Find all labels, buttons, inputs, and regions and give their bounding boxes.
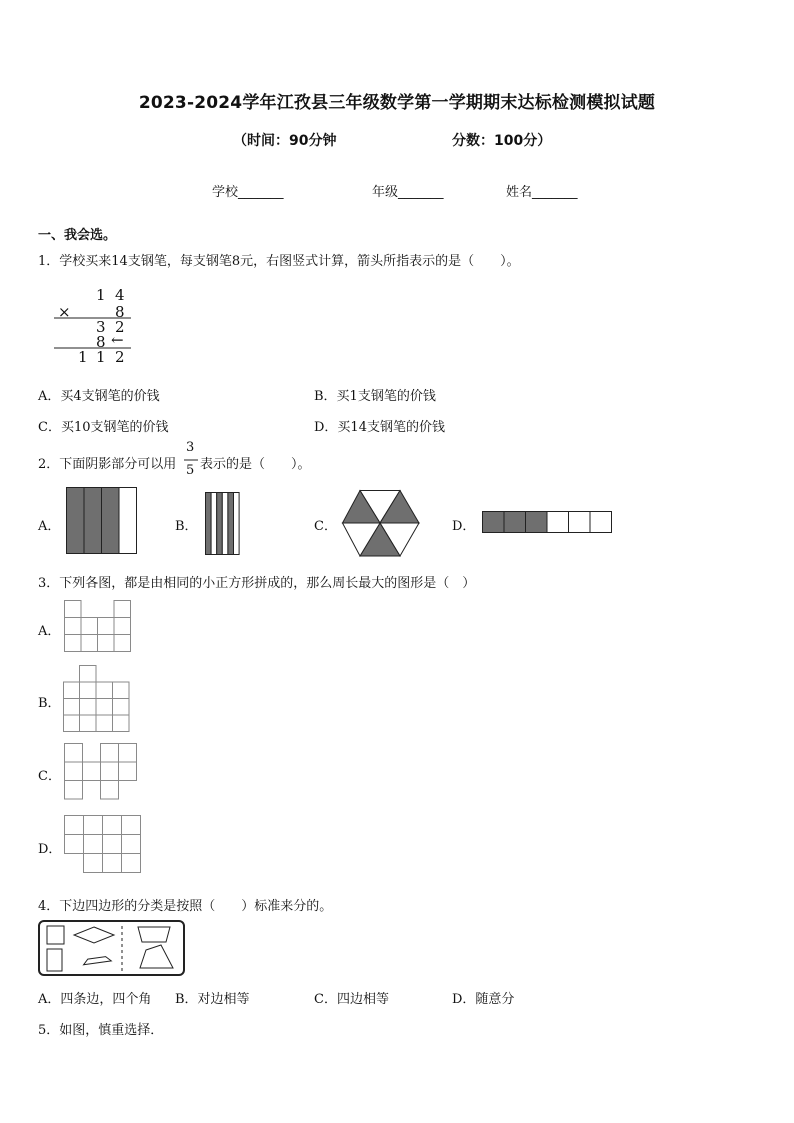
fraction-numerator: 3 [186,440,195,455]
q2-figure-c-hexagon[interactable] [342,490,420,558]
q4-option-b[interactable]: B．对边相等 [175,992,250,1007]
fraction-bar [0,0,200,470]
q3-label-c[interactable]: C． [38,769,61,784]
exam-title: 2023-2024学年江孜县三年级数学第一学期期末达标检测模拟试题 [138,93,656,113]
calc-digit: 1 [96,348,106,366]
q2-text-before: 2．下面阴影部分可以用 [38,457,177,472]
q3-figure-c[interactable] [64,743,140,803]
calc-digit: 4 [115,286,125,304]
exam-time: （时间：90分钟 [233,133,337,149]
exam-score: 分数：100分） [452,133,552,149]
q1-option-c[interactable]: C．买10支钢笔的价钱 [38,420,169,435]
q2-figure-a[interactable] [66,487,138,555]
times-sign: × [58,303,71,321]
q4-option-c[interactable]: C．四边相等 [314,992,389,1007]
q3-figure-d[interactable] [64,815,144,875]
q1-option-d[interactable]: D．买14支钢笔的价钱 [314,420,445,435]
q2-label-d[interactable]: D． [452,519,476,534]
q1-option-a[interactable]: A．买4支钢笔的价钱 [38,389,160,404]
calc-digit: 8 [96,333,106,351]
arrow-icon: ← [111,331,124,349]
q2-label-c[interactable]: C． [314,519,337,534]
q3-label-b[interactable]: B． [38,696,61,711]
fraction-denominator: 5 [186,463,195,478]
question-4-text: 4．下边四边形的分类是按照（ ）标准来分的。 [38,899,333,914]
q4-option-a[interactable]: A．四条边，四个角 [38,992,152,1007]
school-field: 学校_______ [212,185,284,200]
q4-quadrilateral-figure [38,920,188,978]
q3-label-d[interactable]: D． [38,842,62,857]
q2-label-a[interactable]: A． [38,519,61,534]
q4-option-d[interactable]: D．随意分 [452,992,515,1007]
calc-digit: 8 [115,303,125,321]
name-field: 姓名_______ [506,185,578,200]
question-1-text: 1．学校买来14支钢笔，每支钢笔8元，右图竖式计算，箭头所指表示的是（ ）。 [38,254,520,269]
question-5-text: 5．如图，慎重选择． [38,1023,164,1038]
calc-digit: 2 [115,348,125,366]
q3-label-a[interactable]: A． [38,624,61,639]
section-heading: 一、我会选。 [38,228,117,243]
q2-figure-b[interactable] [205,492,243,556]
calc-digit: 1 [78,348,88,366]
calc-digit: 2 [115,318,125,336]
calc-digit: 1 [96,286,106,304]
q2-label-b[interactable]: B． [175,519,198,534]
q3-figure-a[interactable] [64,600,134,654]
grade-field: 年级_______ [372,185,444,200]
calc-digit: 3 [96,318,106,336]
q1-option-b[interactable]: B．买1支钢笔的价钱 [314,389,436,404]
q2-text-after: 表示的是（ ）。 [200,457,311,472]
q3-figure-b[interactable] [63,665,133,735]
question-3-text: 3．下列各图，都是由相同的小正方形拼成的，那么周长最大的图形是（ ） [38,576,476,591]
q2-figure-d[interactable] [482,511,614,535]
